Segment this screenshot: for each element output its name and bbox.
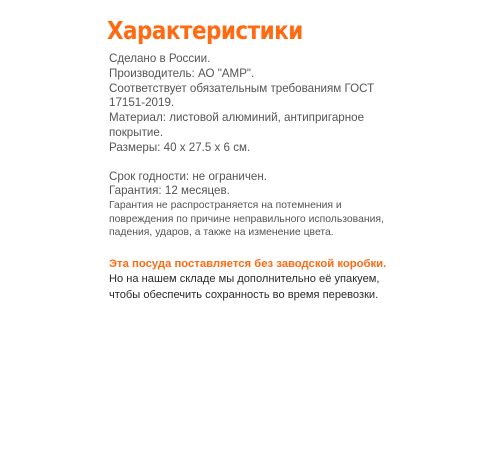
spec-line-manufacturer: Производитель: АО "АМР".: [109, 66, 255, 80]
packaging-notice-line: Но на нашем складе мы дополнительно её упакуем,: [109, 273, 380, 285]
packaging-notice-title: Эта посуда поставляется без заводской коробки.: [109, 258, 387, 270]
spacer: [109, 156, 394, 170]
spec-line-warranty: Гарантия: 12 месяцев.: [109, 184, 230, 198]
spec-line-material-cont: покрытие.: [109, 125, 164, 139]
spec-line-origin: Сделано в России.: [109, 52, 211, 65]
specifications-block: [109, 52, 394, 240]
packaging-notice: [109, 257, 399, 302]
spec-line-dimensions: Размеры: 40 х 27.5 х 6 см.: [109, 140, 251, 154]
warranty-note-line: падения, ударов, а также на изменение цвета.: [109, 227, 334, 239]
spec-line-material: Материал: листовой алюминий, антипригарное: [109, 111, 365, 125]
spec-line-standard: Соответствует обязательным требованиям ГОСТ: [109, 81, 375, 95]
spec-line-standard-number: 17151-2019.: [109, 96, 175, 110]
warranty-note-line: Гарантия не распространяется на потемнения и: [109, 200, 342, 212]
spec-line-shelf-life: Срок годности: не ограничен.: [109, 169, 268, 183]
warranty-note-line: повреждения по причине неправильного использования,: [109, 213, 384, 225]
packaging-notice-line: чтобы обеспечить сохранность во время перевозки.: [109, 288, 379, 301]
section-heading: Характеристики: [107, 16, 303, 45]
